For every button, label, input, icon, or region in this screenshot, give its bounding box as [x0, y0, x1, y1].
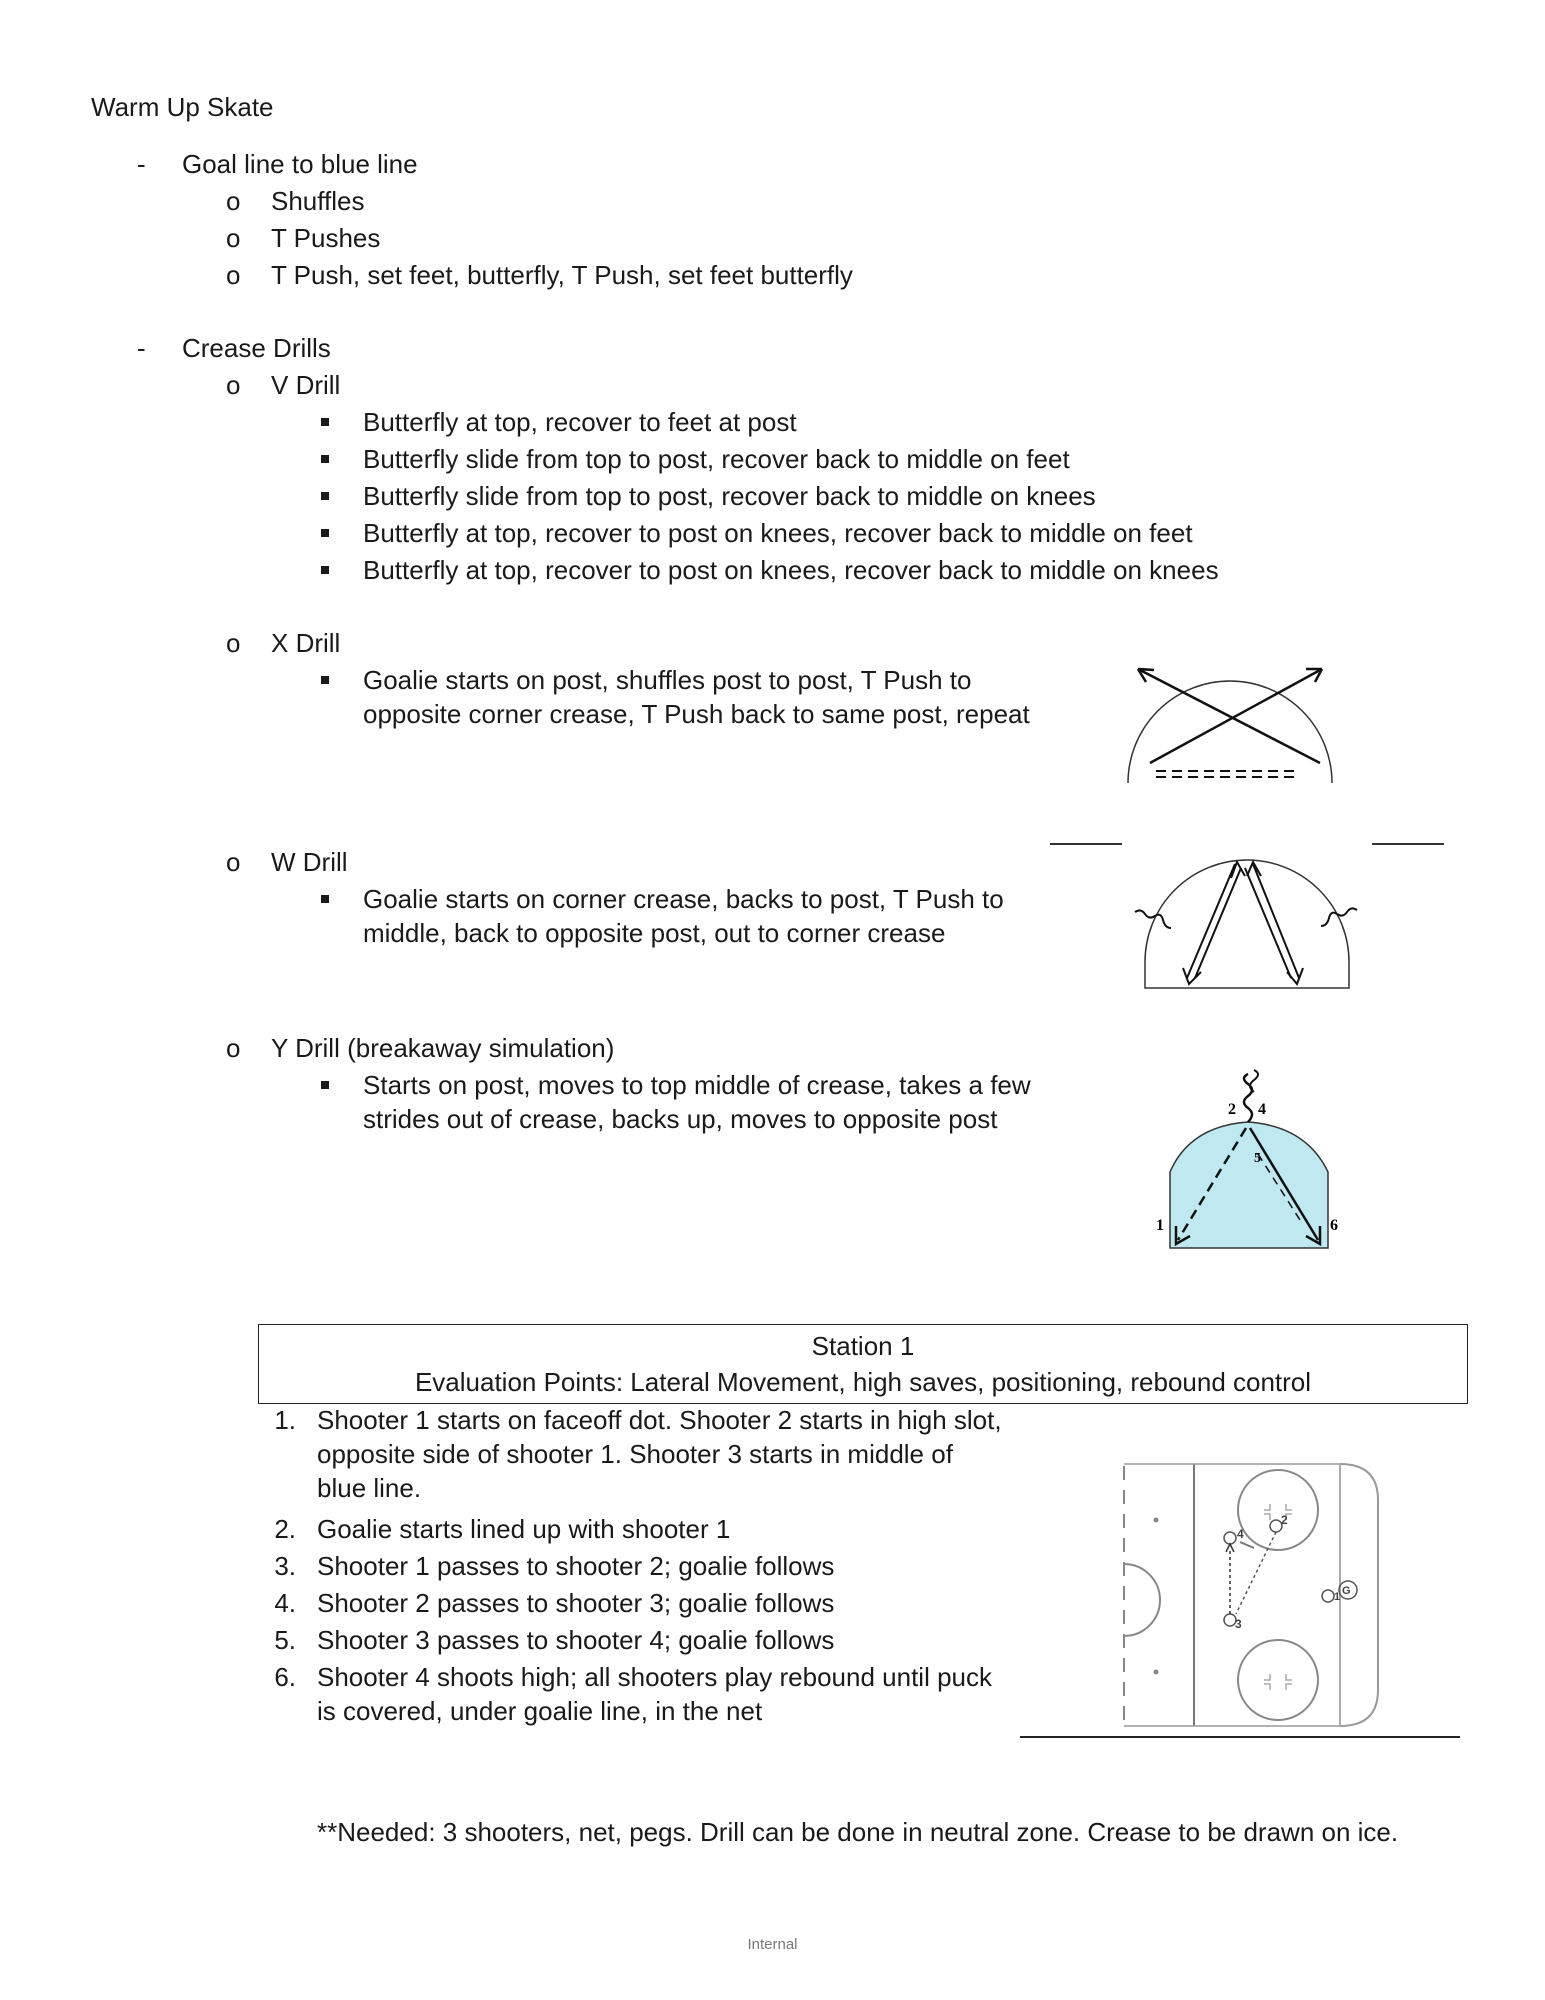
step-number: 3. [274, 1551, 296, 1581]
x-drill-diagram [1120, 655, 1360, 790]
drill-v-name: V Drill [271, 370, 341, 400]
divider-right [1372, 843, 1444, 845]
section-goal-line: Goal line to blue line [182, 149, 418, 179]
square-bullet [321, 492, 329, 500]
y-step-1: Starts on post, moves to top middle of crease, takes a few strides out of crease, backs up, moves to opposite post [363, 1070, 1031, 1134]
step-number: 1. [274, 1405, 296, 1435]
y-label-1: 1 [1156, 1217, 1164, 1234]
divider-left [1050, 843, 1122, 845]
rink-label-1: 1 [1334, 1591, 1341, 1603]
drill-x-name: X Drill [271, 628, 341, 658]
y-label-5: 5 [1254, 1151, 1261, 1166]
square-bullet [321, 895, 329, 903]
dash-marker: - [137, 149, 146, 179]
item-shuffles: Shuffles [271, 186, 365, 216]
station-step-3: Shooter 1 passes to shooter 2; goalie follows [317, 1551, 835, 1581]
v-step-4: Butterfly at top, recover to post on knees, recover back to middle on feet [363, 518, 1193, 548]
drill-w-name: W Drill [271, 847, 348, 877]
y-label-6: 6 [1330, 1217, 1338, 1234]
page-title: Warm Up Skate [91, 92, 274, 122]
circle-marker: o [226, 628, 241, 658]
step-number: 6. [274, 1662, 296, 1692]
station-step-4: Shooter 2 passes to shooter 3; goalie follows [317, 1588, 835, 1618]
square-bullet [321, 566, 329, 574]
section-crease-drills: Crease Drills [182, 333, 331, 363]
footer-label: Internal [747, 1936, 798, 1953]
v-step-2: Butterfly slide from top to post, recover back to middle on feet [363, 444, 1070, 474]
step-number: 5. [274, 1625, 296, 1655]
w-step-1: Goalie starts on corner crease, backs to post, T Push to middle, back to opposite post, out to corner crease [363, 884, 1004, 948]
square-bullet [321, 418, 329, 426]
y-label-4: 4 [1258, 1101, 1266, 1118]
x-step-1: Goalie starts on post, shuffles post to post, T Push to opposite corner crease, T Push back to same post, repeat [363, 665, 1030, 729]
square-bullet [321, 676, 329, 684]
rink-label-goalie: G [1342, 1585, 1351, 1597]
station-step-6: Shooter 4 shoots high; all shooters play rebound until puck is covered, under goalie line, in the net [317, 1662, 992, 1726]
circle-marker: o [226, 260, 241, 290]
needed-note: **Needed: 3 shooters, net, pegs. Drill can be done in neutral zone. Crease to be drawn on ice. [317, 1817, 1399, 1847]
square-bullet [321, 529, 329, 537]
item-t-pushes: T Pushes [271, 223, 381, 253]
y-drill-diagram [1150, 1060, 1350, 1255]
step-number: 2. [274, 1514, 296, 1544]
circle-marker: o [226, 223, 241, 253]
drill-y-name: Y Drill (breakaway simulation) [271, 1033, 615, 1063]
station-step-5: Shooter 3 passes to shooter 4; goalie follows [317, 1625, 835, 1655]
dash-marker: - [137, 333, 146, 363]
item-t-push-set: T Push, set feet, butterfly, T Push, set feet butterfly [271, 260, 853, 290]
v-step-1: Butterfly at top, recover to feet at post [363, 407, 797, 437]
v-step-5: Butterfly at top, recover to post on knees, recover back to middle on knees [363, 555, 1219, 585]
rink-underline [1020, 1736, 1460, 1738]
rink-diagram [1120, 1460, 1390, 1730]
y-label-2: 2 [1228, 1101, 1236, 1118]
w-drill-diagram [1125, 850, 1365, 995]
v-step-3: Butterfly slide from top to post, recover back to middle on knees [363, 481, 1096, 511]
station-evaluation: Evaluation Points: Lateral Movement, high saves, positioning, rebound control [414, 1367, 1312, 1397]
rink-label-3: 3 [1235, 1617, 1242, 1631]
station-title: Station 1 [811, 1331, 915, 1361]
step-number: 4. [274, 1588, 296, 1618]
station-step-2: Goalie starts lined up with shooter 1 [317, 1514, 731, 1544]
rink-label-4: 4 [1237, 1527, 1244, 1541]
circle-marker: o [226, 186, 241, 216]
square-bullet [321, 1081, 329, 1089]
circle-marker: o [226, 370, 241, 400]
square-bullet [321, 455, 329, 463]
circle-marker: o [226, 847, 241, 877]
circle-marker: o [226, 1033, 241, 1063]
station-step-1: Shooter 1 starts on faceoff dot. Shooter 2 starts in high slot, opposite side of shooter 1. Shooter 3 starts in middle of blue line. [317, 1405, 1002, 1503]
rink-label-2: 2 [1281, 1513, 1288, 1527]
station-header-box [258, 1324, 1468, 1404]
